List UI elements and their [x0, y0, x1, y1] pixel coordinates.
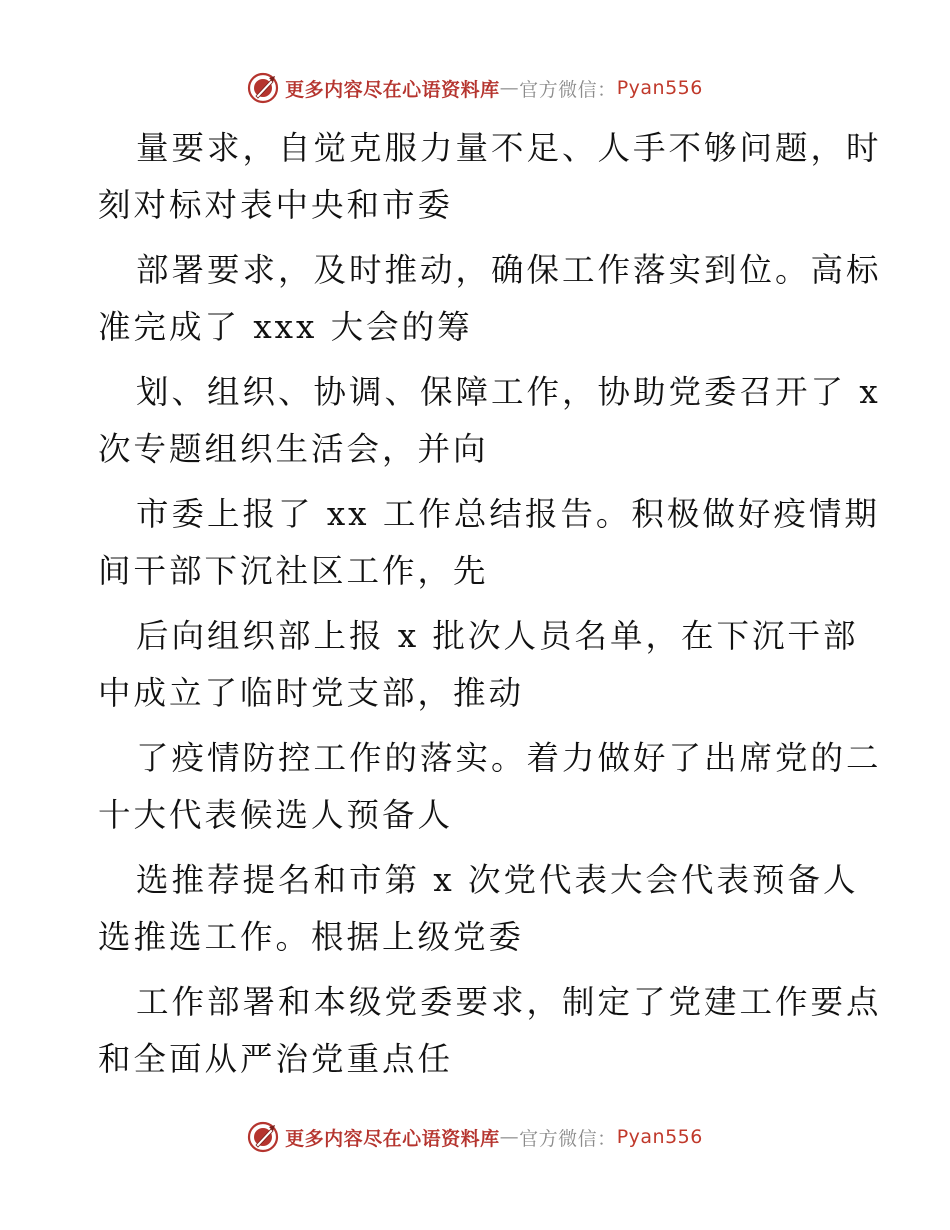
separator: — — [499, 1126, 520, 1148]
paragraph-line-2: 刻对标对表中央和市委 — [98, 186, 454, 224]
contact-label: 官方微信： — [519, 1127, 617, 1150]
paragraph — [98, 364, 881, 478]
paragraph-line-2: 准完成了 xxx 大会的筹 — [98, 308, 473, 346]
quill-pen-logo-icon — [247, 72, 279, 104]
paragraph-line-2: 次专题组织生活会，并向 — [98, 430, 489, 468]
document-body — [98, 120, 882, 1096]
paragraph-line-1: 量要求，自觉克服力量不足、人手不够问题，时 — [136, 129, 882, 167]
paragraph-line-2: 中成立了临时党支部，推动 — [98, 674, 525, 712]
paragraph-line-1: 选推荐提名和市第 x 次党代表大会代表预备人 — [136, 861, 859, 899]
paragraph — [98, 120, 882, 234]
paragraph — [98, 974, 882, 1088]
paragraph — [98, 242, 882, 356]
paragraph-line-2: 选推选工作。根据上级党委 — [98, 918, 525, 956]
quill-pen-logo-icon — [247, 1121, 279, 1153]
paragraph — [98, 486, 880, 600]
footer-banner — [0, 1121, 950, 1153]
site-name: 更多内容尽在心语资料库 — [285, 1127, 500, 1150]
paragraph — [98, 852, 858, 966]
contact-label: 官方微信： — [519, 78, 617, 101]
paragraph-line-1: 划、组织、协调、保障工作，协助党委召开了 x — [136, 373, 881, 411]
paragraph-line-2: 和全面从严治党重点任 — [98, 1040, 454, 1078]
paragraph-line-2: 间干部下沉社区工作，先 — [98, 552, 489, 590]
paragraph-line-1: 市委上报了 xx 工作总结报告。积极做好疫情期 — [136, 495, 880, 533]
header-banner — [0, 72, 950, 104]
paragraph-line-1: 了疫情防控工作的落实。着力做好了出席党的二 — [136, 739, 882, 777]
paragraph — [98, 730, 882, 844]
paragraph-line-1: 工作部署和本级党委要求，制定了党建工作要点 — [136, 983, 882, 1021]
paragraph-line-1: 部署要求，及时推动，确保工作落实到位。高标 — [136, 251, 882, 289]
contact-id: Pyan556 — [616, 1126, 703, 1148]
contact-id: Pyan556 — [616, 77, 703, 99]
separator: — — [499, 77, 520, 99]
paragraph-line-1: 后向组织部上报 x 批次人员名单，在下沉干部 — [136, 617, 859, 655]
paragraph-line-2: 十大代表候选人预备人 — [98, 796, 454, 834]
paragraph — [98, 608, 858, 722]
site-name: 更多内容尽在心语资料库 — [285, 78, 500, 101]
